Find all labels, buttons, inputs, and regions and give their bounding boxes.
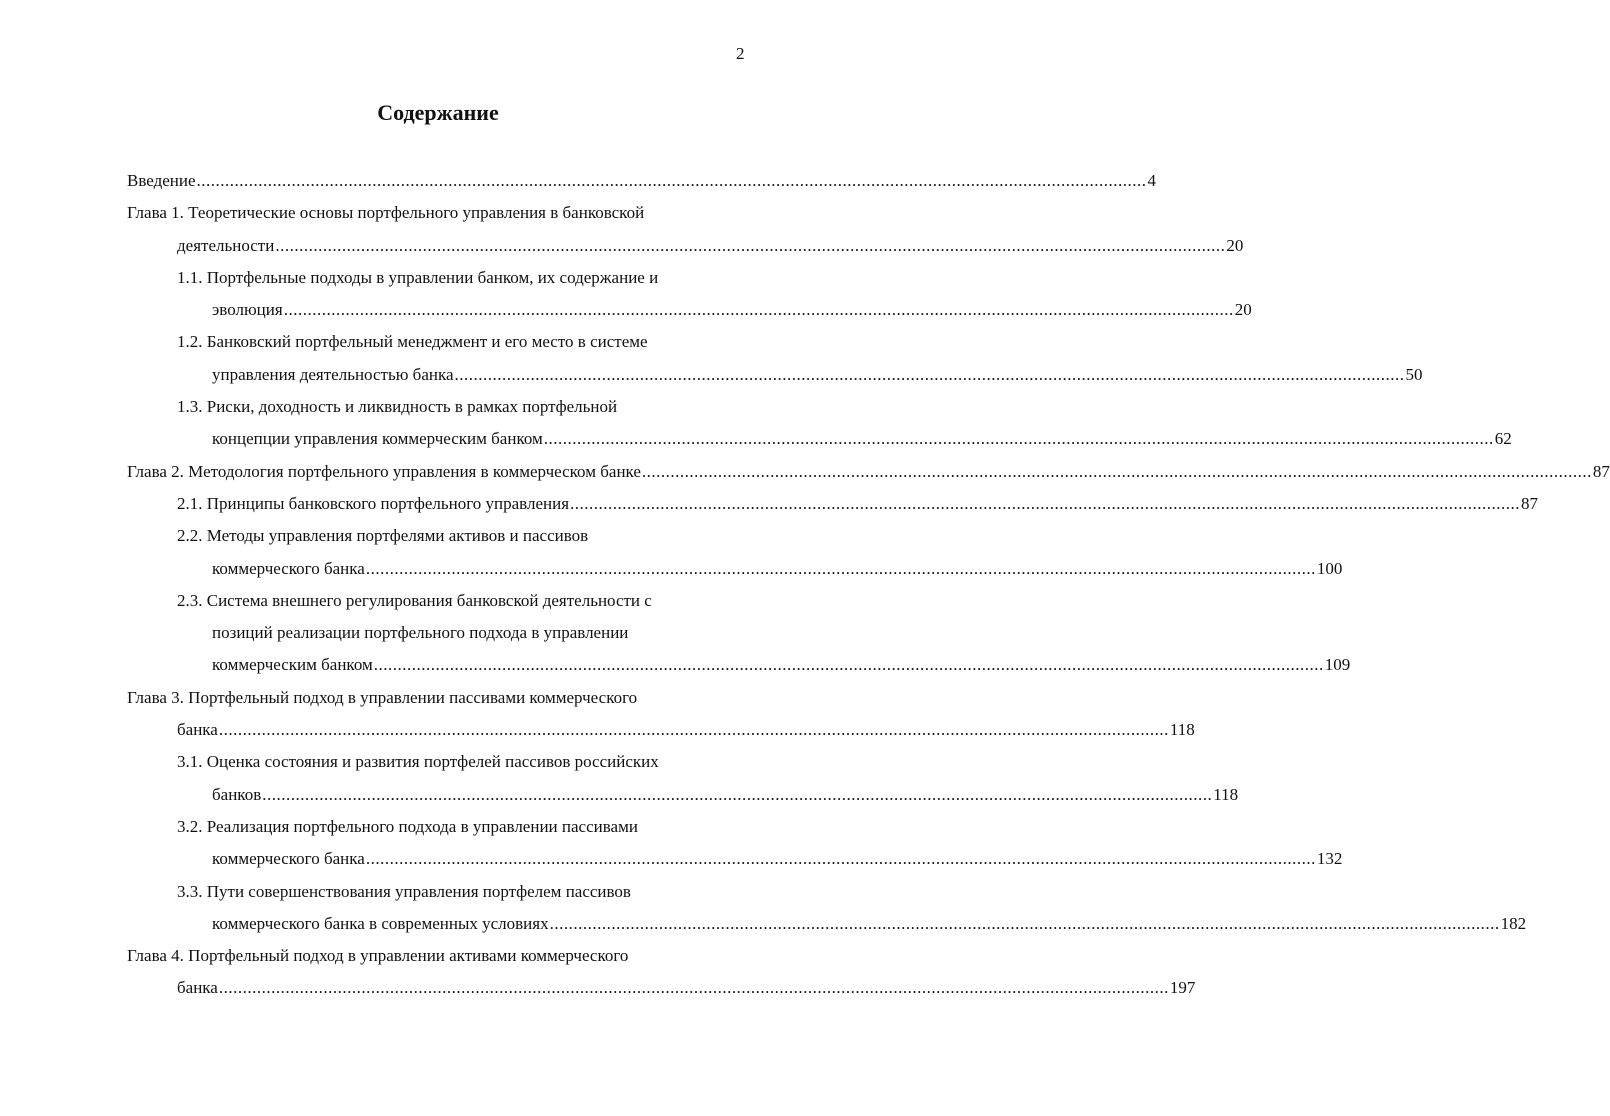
- toc-entry-text: 1.2. Банковский портфельный менеджмент и его место в системе: [177, 332, 648, 352]
- page-number: 2: [736, 44, 745, 63]
- toc-dot-leader: ........................................................................................................................................................................................................: [570, 493, 1521, 513]
- toc-entry: [127, 262, 1252, 327]
- toc-entry: [127, 488, 1539, 520]
- toc-entry-text: 1.1. Портфельные подходы в управлении банком, их содержание и: [177, 267, 659, 287]
- toc-dot-leader: ........................................................................................................................................................................................................: [218, 978, 1169, 998]
- toc-entry-text: банка: [177, 720, 218, 740]
- toc-entry: [127, 520, 1343, 585]
- toc-entry-text: Глава 4. Портфельный подход в управлении активами коммерческого: [127, 946, 629, 966]
- toc-entry-text: 3.3. Пути совершенствования управления портфелем пассивов: [177, 881, 631, 901]
- toc-entry-text: позиций реализации портфельного подхода в управлении: [212, 623, 629, 643]
- toc-page-number: 109: [1324, 655, 1351, 675]
- page-title: Содержание: [377, 100, 499, 125]
- toc-dot-leader: ........................................................................................................................................................................................................: [373, 655, 1324, 675]
- toc-page-number: 100: [1316, 558, 1343, 578]
- table-of-contents: [127, 165, 1610, 1005]
- toc-dot-leader: ........................................................................................................................................................................................................: [549, 913, 1500, 933]
- toc-dot-leader: ........................................................................................................................................................................................................: [365, 849, 1316, 869]
- toc-entry-text: Глава 1. Теоретические основы портфельного управления в банковской: [127, 203, 645, 223]
- toc-entry-text: банка: [177, 978, 218, 998]
- toc-dot-leader: ........................................................................................................................................................................................................: [543, 429, 1494, 449]
- toc-dot-leader: ........................................................................................................................................................................................................: [454, 364, 1405, 384]
- toc-entry-text: 2.2. Методы управления портфелями активов и пассивов: [177, 526, 589, 546]
- toc-page-number: 50: [1405, 364, 1423, 384]
- toc-entry-text: коммерческим банком: [212, 655, 373, 675]
- toc-entry-text: коммерческого банка в современных условиях: [212, 913, 549, 933]
- toc-entry-text: банков: [212, 784, 262, 804]
- toc-entry-text: коммерческого банка: [212, 849, 365, 869]
- toc-page-number: 20: [1234, 300, 1252, 320]
- toc-entry: [127, 682, 1195, 747]
- toc-entry-text: 1.3. Риски, доходность и ликвидность в рамках портфельной: [177, 397, 618, 417]
- toc-dot-leader: ........................................................................................................................................................................................................: [283, 300, 1234, 320]
- toc-entry-text: деятельности: [177, 235, 275, 255]
- toc-entry: [127, 585, 1351, 682]
- toc-entry: [127, 811, 1343, 876]
- toc-entry-text: коммерческого банка: [212, 558, 365, 578]
- toc-entry-text: эволюция: [212, 300, 283, 320]
- toc-dot-leader: ........................................................................................................................................................................................................: [641, 461, 1592, 481]
- toc-dot-leader: ........................................................................................................................................................................................................: [275, 235, 1226, 255]
- toc-dot-leader: ........................................................................................................................................................................................................: [365, 558, 1316, 578]
- toc-entry: [127, 940, 1196, 1005]
- toc-dot-leader: ........................................................................................................................................................................................................: [262, 784, 1213, 804]
- toc-entry: [127, 876, 1527, 941]
- toc-page-number: 62: [1494, 429, 1512, 449]
- toc-page-number: 197: [1169, 978, 1196, 998]
- toc-entry-text: управления деятельностью банка: [212, 364, 454, 384]
- toc-entry: [127, 197, 1244, 262]
- toc-entry-text: 2.1. Принципы банковского портфельного управления: [177, 493, 570, 513]
- toc-entry-text: Глава 3. Портфельный подход в управлении пассивами коммерческого: [127, 687, 638, 707]
- toc-entry: [127, 165, 1157, 197]
- toc-entry-text: Глава 2. Методология портфельного управления в коммерческом банке: [127, 461, 641, 481]
- toc-page-number: 118: [1213, 784, 1239, 804]
- toc-page-number: 132: [1316, 849, 1343, 869]
- toc-page-number: 4: [1147, 171, 1157, 190]
- toc-entry-text: 3.1. Оценка состояния и развития портфелей пассивов российских: [177, 752, 659, 772]
- toc-dot-leader: ........................................................................................................................................................................................................: [218, 720, 1169, 740]
- toc-page-number: 182: [1500, 913, 1527, 933]
- toc-entry: [127, 326, 1423, 391]
- toc-page-number: 20: [1226, 235, 1244, 255]
- toc-entry-text: концепции управления коммерческим банком: [212, 429, 543, 449]
- toc-page-number: 118: [1169, 720, 1195, 740]
- toc-entry: [127, 746, 1239, 811]
- toc-page-number: 87: [1521, 493, 1539, 513]
- toc-page-number: 87: [1592, 461, 1610, 481]
- toc-entry-text: 3.2. Реализация портфельного подхода в управлении пассивами: [177, 816, 638, 836]
- toc-entry-text: 2.3. Система внешнего регулирования банковской деятельности с: [177, 590, 652, 610]
- toc-dot-leader: ........................................................................................................................................................................................................: [196, 171, 1147, 190]
- toc-entry-text: Введение: [127, 171, 196, 190]
- toc-entry: [127, 456, 1610, 488]
- toc-entry: [127, 391, 1512, 456]
